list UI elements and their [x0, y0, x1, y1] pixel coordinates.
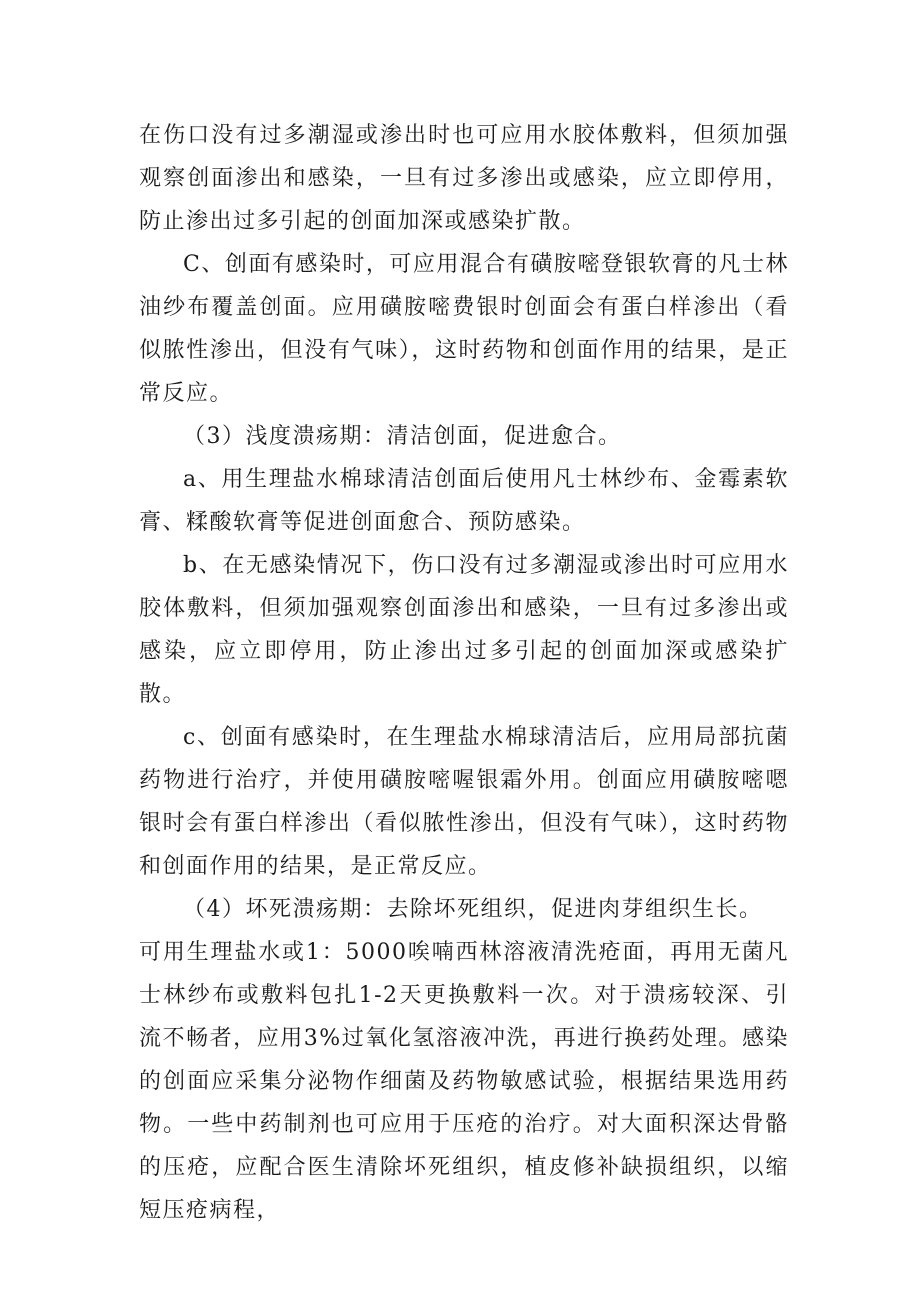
paragraph-necrotic-treatment: 可用生理盐水或1：5000唉喃西林溶液清洗疮面，再用无菌凡士林纱布或敷料包扎1-2天更换敷料一次。对于溃疡较深、引流不畅者，应用3%过氧化氢溶液冲洗，再进行换药处理。感染的创面应采集分泌物作细菌及药物敏感试验，根据结果选用药物。一些中药制剂也可应用于压疮的治疗。对大面积深达骨骼的压疮，应配合医生清除坏死组织，植皮修补缺损组织，以缩短压疮病程， — [139, 940, 789, 1223]
paragraph-wound-moisture-note: 在伤口没有过多潮湿或渗出时也可应用水胶体敷料，但须加强观察创面渗出和感染，一旦有过多渗出或感染，应立即停用，防止渗出过多引起的创面加深或感染扩散。 — [139, 123, 789, 234]
paragraph-item-c-antibacterial: c、创面有感染时，在生理盐水棉球清洁后，应用局部抗菌药物进行治疗，并使用磺胺嘧喔银霜外用。创面应用磺胺嘧嗯银时会有蛋白样渗出（看似脓性渗出，但没有气味），这时药物和创面作用的结果，是正常反应。 — [139, 725, 789, 879]
document-body — [139, 114, 789, 1232]
paragraph-item-c-infection: C、创面有感染时，可应用混合有磺胺嘧登银软膏的凡士林油纱布覆盖创面。应用磺胺嘧费银时创面会有蛋白样渗出（看似脓性渗出，但没有气味），这时药物和创面作用的结果，是正常反应。 — [139, 252, 789, 406]
paragraph-item-b-hydrocolloid: b、在无感染情况下，伤口没有过多潮湿或渗出时可应用水胶体敷料，但须加强观察创面渗出和感染，一旦有过多渗出或感染，应立即停用，防止渗出过多引起的创面加深或感染扩散。 — [139, 553, 789, 707]
section-heading-shallow-ulcer: （3）浅度溃疡期：清洁创面，促进愈合。 — [183, 424, 622, 449]
paragraph-item-a-cleaning: a、用生理盐水棉球清洁创面后使用凡士林纱布、金霉素软膏、糅酸软膏等促进创面愈合、预防感染。 — [139, 467, 789, 535]
section-heading-necrotic-ulcer: （4）坏死溃疡期：去除坏死组织，促进肉芽组织生长。 — [183, 897, 763, 922]
